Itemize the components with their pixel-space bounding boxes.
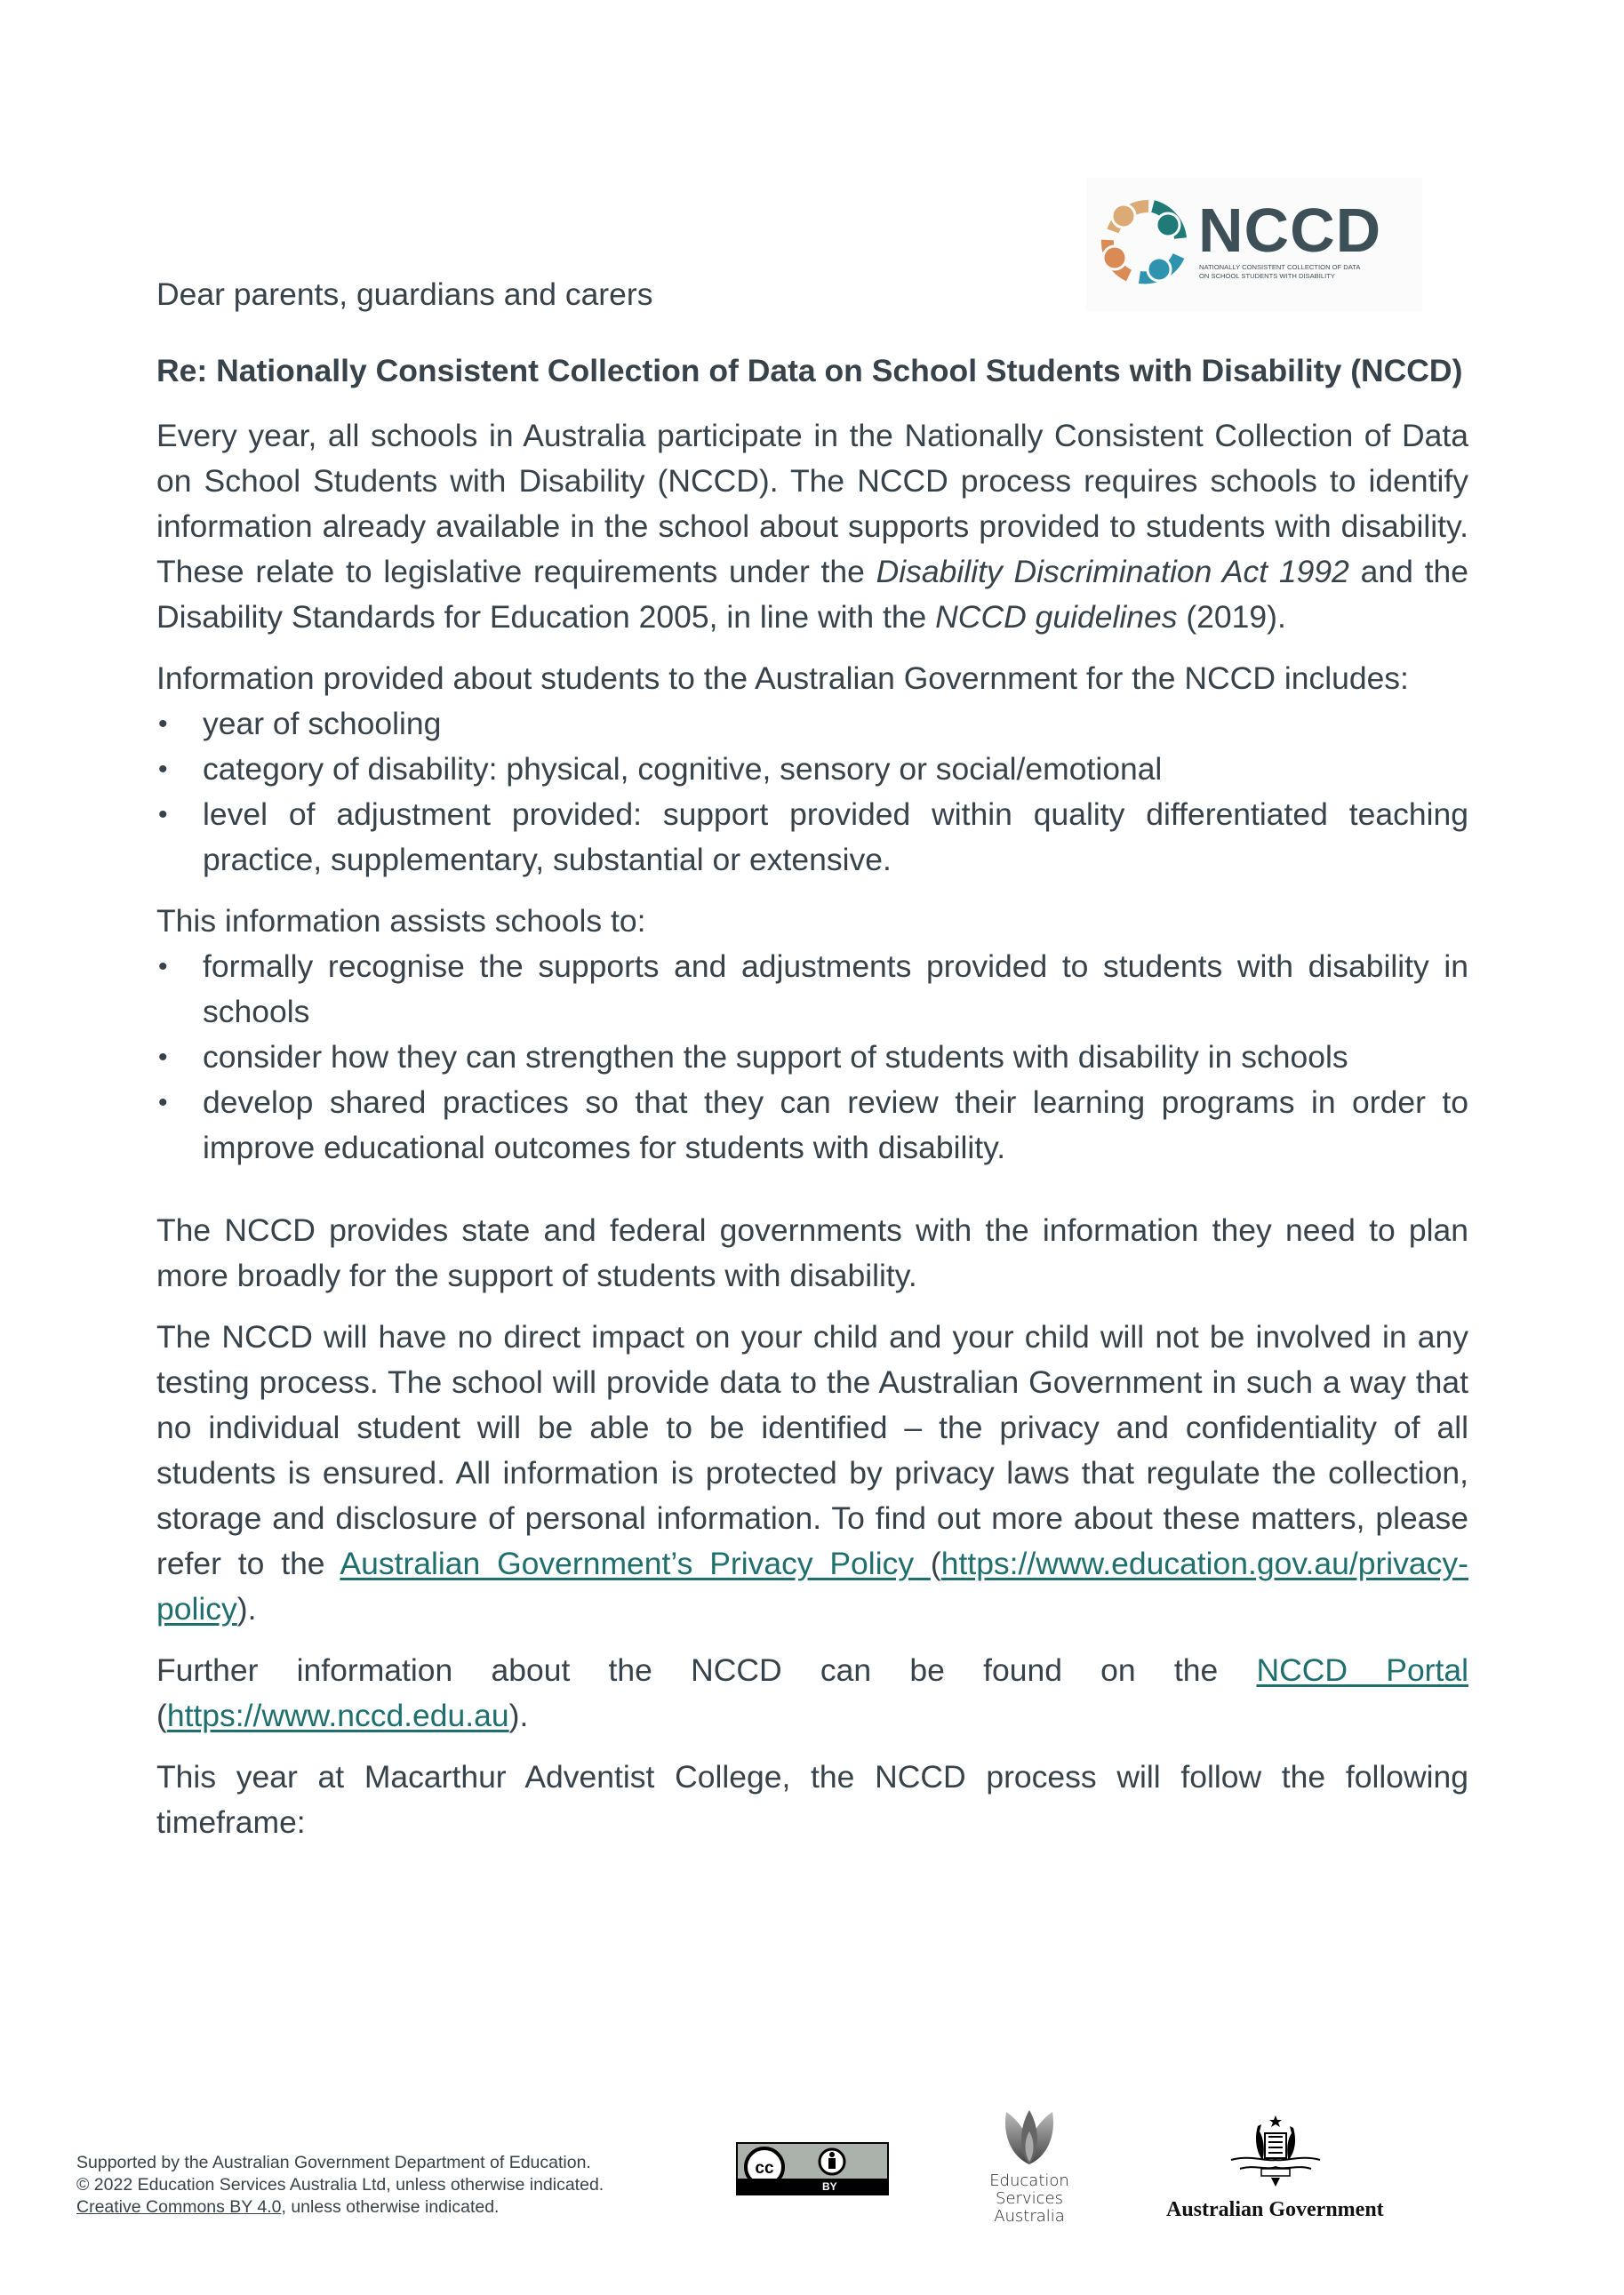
paren: ( xyxy=(930,1546,941,1581)
nccd-portal-url-link[interactable]: https://www.nccd.edu.au xyxy=(166,1698,509,1733)
guidelines-title: NCCD guidelines xyxy=(935,599,1178,635)
paren: ). xyxy=(236,1591,257,1627)
footer-line-1: Supported by the Australian Government Department of Education. xyxy=(76,2153,591,2172)
creative-commons-link[interactable]: Creative Commons BY 4.0 xyxy=(76,2197,282,2217)
footer-line-2: © 2022 Education Services Australia Ltd, unless otherwise indicated. xyxy=(76,2175,604,2195)
bullet-icon: • xyxy=(158,755,168,784)
australian-coat-of-arms-icon xyxy=(1222,2115,1329,2188)
act-title: Disability Discrimination Act 1992 xyxy=(876,554,1349,589)
footer-credits xyxy=(76,2152,604,2219)
salutation: Dear parents, guardians and carers xyxy=(156,276,653,312)
bullet-icon: • xyxy=(158,709,168,739)
intro-text-3: (2019). xyxy=(1177,599,1286,635)
info-list xyxy=(156,701,1468,883)
nccd-tagline-1: NATIONALLY CONSISTENT COLLECTION OF DATA xyxy=(1199,263,1361,271)
cc-by-badge xyxy=(736,2142,889,2195)
list-item-text: category of disability: physical, cognitive, sensory or social/emotional xyxy=(203,751,1163,787)
nccd-portal-link[interactable]: NCCD Portal xyxy=(1256,1652,1469,1688)
cc-by-label: BY xyxy=(822,2180,837,2193)
bullet-icon: • xyxy=(158,952,168,981)
assists-list xyxy=(156,944,1468,1171)
cc-bar xyxy=(738,2179,887,2194)
esa-line-3: Australia xyxy=(994,2207,1065,2226)
paren: ). xyxy=(508,1698,529,1733)
letter-heading: Re: Nationally Consistent Collection of Data on School Students with Disability (NCCD) xyxy=(156,353,1463,388)
governments-paragraph: The NCCD provides state and federal governments with the information they need to plan more broadly for the support of students with disability. xyxy=(156,1212,1468,1293)
svg-text:cc: cc xyxy=(755,2159,774,2178)
footer-line-3-text: , unless otherwise indicated. xyxy=(281,2197,500,2217)
list-item-text: formally recognise the supports and adjustments provided to students with disability in schools xyxy=(203,948,1468,1029)
nccd-acronym: NCCD xyxy=(1198,196,1382,265)
list-item-text: level of adjustment provided: support provided within quality differentiated teaching practice, supplementary, substantial or extensive. xyxy=(203,796,1468,877)
intro-paragraph xyxy=(156,413,1468,640)
esa-wordmark xyxy=(985,2172,1074,2226)
privacy-policy-link[interactable]: Australian Government’s Privacy Policy xyxy=(340,1546,931,1581)
list-item xyxy=(156,1080,1468,1171)
list-item-text: year of schooling xyxy=(203,706,442,741)
privacy-policy-url-link[interactable]: https://www.education.gov.au/privacy-policy xyxy=(156,1546,1468,1627)
nccd-tagline-2: ON SCHOOL STUDENTS WITH DISABILITY xyxy=(1199,272,1335,280)
letter-body xyxy=(156,272,1468,1861)
footer-line-3 xyxy=(76,2196,604,2219)
list-item xyxy=(156,792,1468,883)
bullet-icon: • xyxy=(158,800,168,829)
timeframe-paragraph: This year at Macarthur Adventist College, the NCCD process will follow the following timeframe: xyxy=(156,1759,1468,1840)
paren: ( xyxy=(156,1698,167,1733)
esa-line-2: Services xyxy=(996,2189,1063,2208)
bullet-icon: • xyxy=(158,1043,168,1072)
list-item xyxy=(156,944,1468,1035)
further-info-paragraph xyxy=(156,1648,1468,1739)
assists-intro: This information assists schools to: xyxy=(156,903,646,939)
esa-line-1: Education xyxy=(989,2171,1069,2190)
spacer xyxy=(156,1187,1468,1208)
australian-government-wordmark: Australian Government xyxy=(1166,2198,1384,2221)
list-item-text: consider how they can strengthen the support of students with disability in schools xyxy=(203,1039,1348,1075)
further-text: Further information about the NCCD can be found on the xyxy=(156,1652,1257,1688)
intro-text-1: Every year, all schools in Australia participate in the Nationally Consistent Collection of Data on School Students with Disability (NCCD). The NCCD process requires schools to identify information already available in the school about supports provided to students with disability. These relate to legislative requirements under the xyxy=(156,418,1468,589)
privacy-text: The NCCD will have no direct impact on your child and your child will not be involved in any testing process. The school will provide data to the Australian Government in such a way that no individual student will be able to be identified – the privacy and confidentiality of all students is ensured. All information is protected by privacy laws that regulate the collection, storage and disclosure of personal information. To find out more about these matters, please refer to the xyxy=(156,1319,1468,1581)
intro-text-2: and the Disability Standards for Education 2005, in line with the xyxy=(156,554,1468,635)
list-item xyxy=(156,747,1468,792)
list-item-text: develop shared practices so that they can review their learning programs in order to improve educational outcomes for students with disability. xyxy=(203,1084,1468,1165)
list-item xyxy=(156,701,1468,747)
privacy-paragraph xyxy=(156,1315,1468,1632)
info-intro: Information provided about students to the Australian Government for the NCCD includes: xyxy=(156,660,1409,696)
list-item xyxy=(156,1035,1468,1080)
bullet-icon: • xyxy=(158,1088,168,1117)
